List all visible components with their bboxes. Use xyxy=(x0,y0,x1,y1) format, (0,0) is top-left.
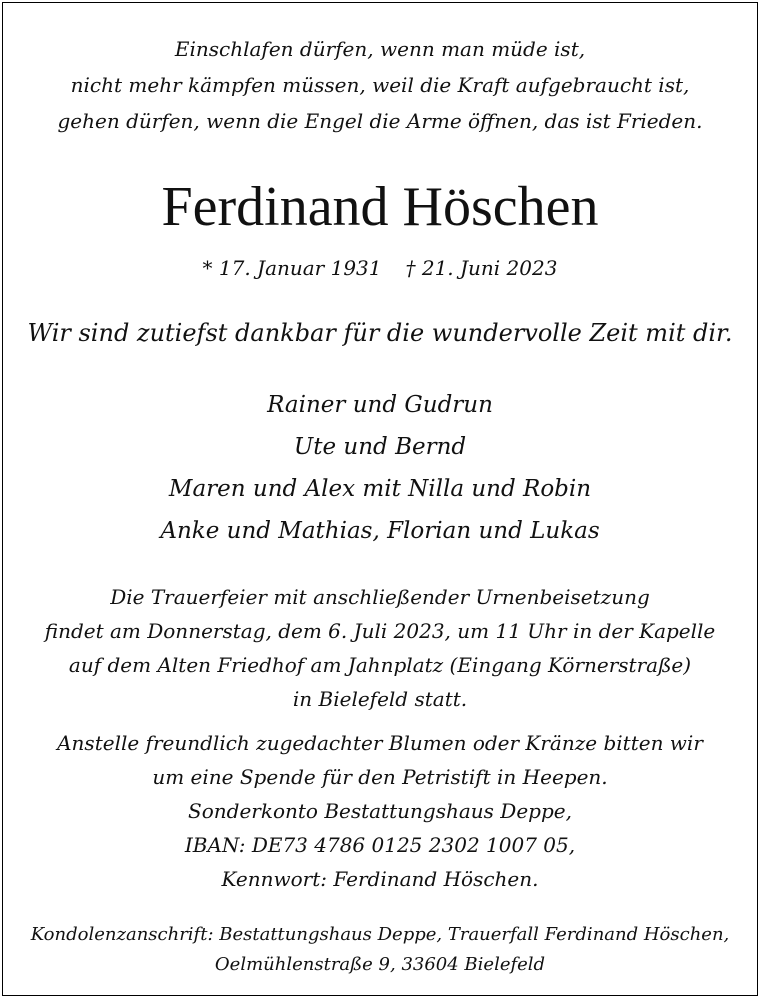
ceremony-line-1: Die Trauerfeier mit anschließender Urnenbeisetzung xyxy=(110,585,650,609)
deceased-name: Ferdinand Höschen xyxy=(161,176,599,238)
life-dates xyxy=(3,251,757,285)
ceremony-line-4: in Bielefeld statt. xyxy=(292,687,468,711)
poem-line-3: gehen dürfen, wenn die Engel die Arme öffnen, das ist Frieden. xyxy=(57,109,703,133)
poem-line-1: Einschlafen dürfen, wenn man müde ist, xyxy=(174,37,586,61)
ceremony-line-3: auf dem Alten Friedhof am Jahnplatz (Eingang Körnerstraße) xyxy=(68,653,692,677)
donation-line-2: um eine Spende für den Petristift in Heepen. xyxy=(152,765,608,789)
ceremony-line-2: findet am Donnerstag, dem 6. Juli 2023, um 11 Uhr in der Kapelle xyxy=(44,619,716,643)
obituary-notice xyxy=(2,2,758,996)
thanks-line: Wir sind zutiefst dankbar für die wundervolle Zeit mit dir. xyxy=(27,319,733,347)
donation-keyword: Kennwort: Ferdinand Höschen. xyxy=(221,867,539,891)
family-line-3: Maren und Alex mit Nilla und Robin xyxy=(168,476,592,502)
donation-iban: IBAN: DE73 4786 0125 2302 1007 05, xyxy=(184,833,576,857)
donation-line-1: Anstelle freundlich zugedachter Blumen oder Kränze bitten wir xyxy=(57,731,703,755)
condolence-line-1: Kondolenzanschrift: Bestattungshaus Deppe, Trauerfall Ferdinand Höschen, xyxy=(30,924,730,945)
birth-date: * 17. Januar 1931 xyxy=(202,256,382,280)
family-line-4: Anke und Mathias, Florian und Lukas xyxy=(160,518,600,544)
condolence-line-2: Oelmühlenstraße 9, 33604 Bielefeld xyxy=(214,954,546,975)
family-line-1: Rainer und Gudrun xyxy=(267,392,493,418)
family-line-2: Ute und Bernd xyxy=(293,434,467,460)
death-date: † 21. Juni 2023 xyxy=(405,256,558,280)
poem-line-2: nicht mehr kämpfen müssen, weil die Kraft aufgebraucht ist, xyxy=(70,73,690,97)
donation-line-3: Sonderkonto Bestattungshaus Deppe, xyxy=(188,799,572,823)
